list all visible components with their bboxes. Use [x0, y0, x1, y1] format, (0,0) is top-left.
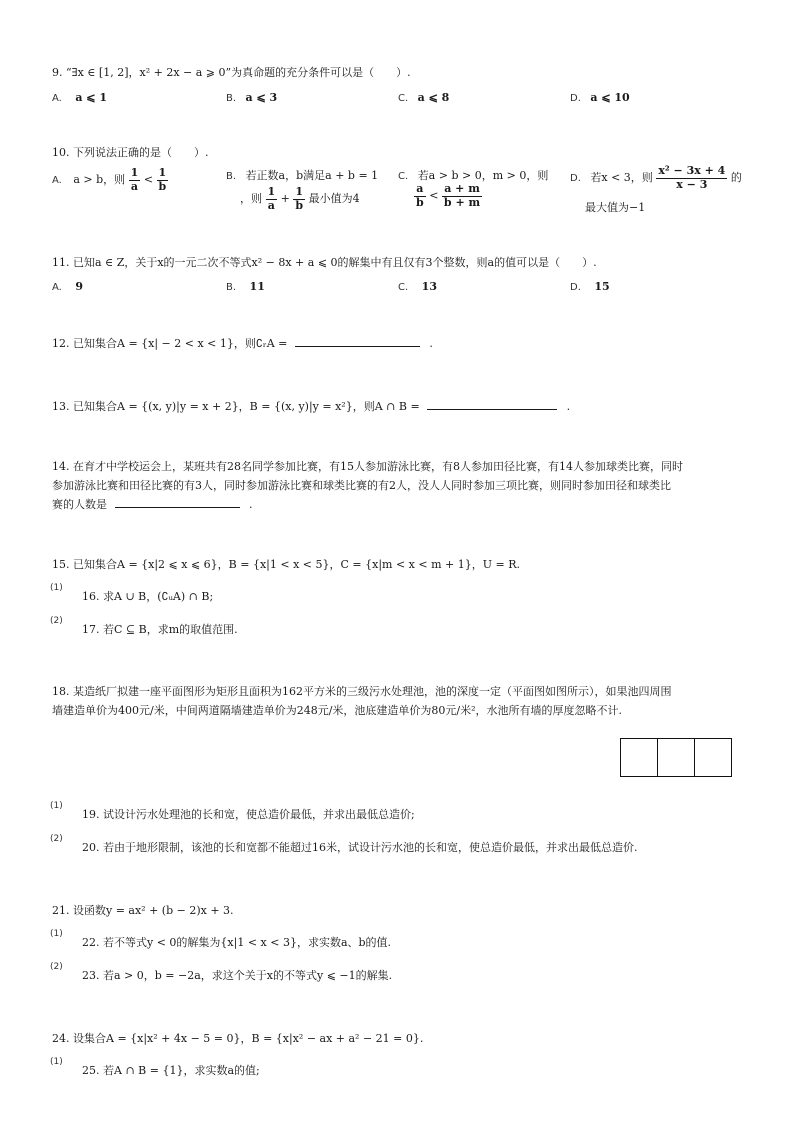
q14-line1 — [52, 458, 683, 474]
option-letter: C. — [398, 282, 409, 293]
q18-line1 — [52, 683, 672, 699]
answer-blank[interactable] — [427, 399, 557, 410]
partition-wall — [694, 739, 695, 776]
option-a-text: a > b，则 — [73, 173, 126, 187]
q18-text-1: 某造纸厂拟建一座平面图形为矩形且面积为162平方米的三级污水处理池，池的深度一定（平面图如图所示），如果池四周围 — [73, 685, 672, 698]
denominator: b — [416, 195, 424, 209]
q10-option-d[interactable] — [570, 165, 742, 191]
q12-end: . — [429, 337, 433, 350]
denominator: a — [130, 179, 139, 193]
q18-line2 — [52, 702, 622, 718]
sub-tag: (1) — [50, 801, 63, 811]
sub-number: 17. — [82, 623, 100, 636]
sub-text: 若A ∩ B = {1}，求实数a的值; — [103, 1064, 260, 1077]
q11-option-c[interactable] — [398, 280, 437, 293]
fraction — [442, 183, 482, 209]
q11-text: 已知a ∈ Z，关于x的一元二次不等式x² − 8x + a ⩽ 0的解集中有且仅有3个整数，则a的值可以是（ ）. — [73, 256, 597, 269]
sub-tag: (2) — [50, 616, 63, 626]
numerator: x² − 3x + 4 — [658, 164, 726, 177]
denominator: a — [267, 198, 275, 212]
sub-tag: (2) — [50, 834, 63, 844]
sub-tag: (1) — [50, 929, 63, 939]
pool-plan-diagram — [620, 738, 732, 777]
q21-stem — [52, 902, 234, 918]
q14-line2 — [52, 477, 671, 493]
denominator: b — [158, 179, 167, 193]
q11-option-b[interactable] — [226, 280, 265, 293]
numerator: a — [414, 183, 426, 197]
option-c-line1: 若a > b > 0，m > 0，则 — [417, 169, 549, 182]
q25 — [82, 1062, 260, 1078]
q10-option-d-line2 — [585, 199, 645, 215]
q12-text: 已知集合A = {x| − 2 < x < 1}，则∁ᵣA = — [73, 337, 288, 350]
q18-number: 18. — [52, 685, 70, 698]
q20 — [82, 839, 638, 855]
option-d-pre: 若x < 3，则 — [590, 171, 653, 185]
q13 — [52, 398, 570, 414]
q22 — [82, 934, 391, 950]
sub-text: 若C ⊆ B，求m的取值范围. — [103, 623, 238, 636]
q21-number: 21. — [52, 904, 70, 917]
fraction — [656, 165, 727, 191]
answer-blank[interactable] — [295, 336, 420, 347]
q10-option-b[interactable] — [226, 167, 378, 183]
sub-number: 25. — [82, 1064, 100, 1077]
q9-option-c[interactable] — [398, 91, 449, 104]
q13-text: 已知集合A = {(x, y)|y = x + 2}，B = {(x, y)|y = x²}，则A ∩ B = — [73, 400, 420, 413]
fraction — [129, 167, 141, 193]
q14-end: . — [249, 498, 253, 511]
option-text: a ⩽ 1 — [75, 91, 108, 104]
option-text: a ⩽ 8 — [417, 91, 450, 104]
option-letter: A. — [52, 282, 62, 293]
q13-number: 13. — [52, 400, 70, 413]
q14-number: 14. — [52, 460, 70, 473]
option-text: 15 — [594, 280, 610, 293]
option-text: 9 — [75, 280, 83, 293]
q15-stem — [52, 556, 520, 572]
option-letter: D. — [570, 173, 581, 185]
option-text: 11 — [249, 280, 265, 293]
option-letter: A. — [52, 93, 62, 104]
q13-end: . — [566, 400, 571, 413]
sub-tag: (1) — [50, 583, 63, 593]
option-b-pre: ，则 — [240, 192, 262, 206]
denominator: b + m — [443, 195, 481, 209]
option-d-post: 的 — [730, 171, 742, 185]
sub-tag: (2) — [50, 962, 63, 972]
option-b-post: 最小值为4 — [308, 192, 360, 206]
option-letter: B. — [226, 93, 237, 104]
fraction — [157, 167, 169, 193]
sub-text: 若a > 0，b = −2a，求这个关于x的不等式y ⩽ −1的解集. — [103, 969, 393, 982]
q10-option-c[interactable] — [398, 167, 548, 183]
sub-text: 若不等式y < 0的解集为{x|1 < x < 3}，求实数a、b的值. — [103, 936, 392, 949]
q10-number: 10. — [52, 146, 70, 159]
q9-text: “∃x ∈ [1, 2]，x² + 2x − a ⩾ 0”为真命题的充分条件可以是（ ）. — [66, 66, 411, 79]
q10-option-b-line2 — [240, 186, 360, 212]
q16 — [82, 588, 213, 604]
q24-text: 设集合A = {x|x² + 4x − 5 = 0}，B = {x|x² − ax + a² − 21 = 0}. — [73, 1032, 424, 1045]
less-than: < — [143, 173, 154, 187]
sub-number: 22. — [82, 936, 100, 949]
fraction — [414, 183, 426, 209]
plus-sign: + — [280, 192, 290, 206]
option-d-line2: 最大值为−1 — [585, 201, 646, 214]
option-letter: B. — [226, 282, 237, 293]
q24-number: 24. — [52, 1032, 70, 1045]
q10-option-a[interactable] — [52, 167, 168, 193]
option-text: 13 — [421, 280, 437, 293]
q9-option-b[interactable] — [226, 91, 277, 104]
option-letter: C. — [398, 93, 409, 104]
numerator: 1 — [293, 186, 305, 200]
option-letter: A. — [52, 175, 62, 187]
sub-tag: (1) — [50, 1057, 63, 1067]
partition-wall — [657, 739, 658, 776]
q9-stem — [52, 64, 411, 80]
q14-text-1: 在育才中学校运会上，某班共有28名同学参加比赛，有15人参加游泳比赛，有8人参加田径比赛，有14人参加球类比赛，同时 — [73, 460, 683, 473]
q12-number: 12. — [52, 337, 70, 350]
numerator: 1 — [267, 185, 276, 198]
option-letter: D. — [570, 93, 581, 104]
fraction — [266, 186, 278, 212]
q19 — [82, 806, 415, 822]
q11-number: 11. — [52, 256, 70, 269]
sub-number: 20. — [82, 841, 100, 854]
option-letter: C. — [398, 171, 409, 182]
sub-text: 求A ∪ B，(∁ᵤA) ∩ B; — [103, 590, 214, 603]
q18-text-2: 墙建造单价为400元/米，中间两道隔墙建造单价为248元/米，池底建造单价为80元/米²，水池所有墙的厚度忽略不计. — [52, 704, 623, 717]
sub-number: 19. — [82, 808, 100, 821]
q11-option-a[interactable] — [52, 280, 83, 293]
fraction — [293, 186, 305, 212]
option-text: a ⩽ 3 — [245, 91, 278, 104]
answer-blank[interactable] — [115, 497, 240, 508]
q15-number: 15. — [52, 558, 70, 571]
denominator: b — [295, 198, 304, 212]
sub-text: 试设计污水处理池的长和宽，使总造价最低，并求出最低总造价; — [103, 808, 415, 821]
q24-stem — [52, 1030, 423, 1046]
q10-option-c-line2 — [414, 183, 482, 209]
q10-stem — [52, 144, 209, 160]
q15-text: 已知集合A = {x|2 ⩽ x ⩽ 6}，B = {x|1 < x < 5}，C = {x|m < x < m + 1}，U = R. — [73, 558, 520, 571]
numerator: a + m — [442, 183, 482, 197]
denominator: x − 3 — [676, 177, 708, 191]
q9-option-d[interactable] — [570, 91, 630, 104]
sub-number: 16. — [82, 590, 100, 603]
numerator: 1 — [157, 167, 169, 181]
sub-text: 若由于地形限制，该池的长和宽都不能超过16米，试设计污水池的长和宽，使总造价最低，并求出最低总造价. — [103, 841, 638, 854]
q23 — [82, 967, 392, 983]
q11-stem — [52, 254, 597, 270]
q11-option-d[interactable] — [570, 280, 610, 293]
less-than: < — [429, 189, 439, 203]
option-text: a ⩽ 10 — [590, 91, 630, 104]
q12 — [52, 335, 433, 351]
sub-number: 23. — [82, 969, 100, 982]
q10-text: 下列说法正确的是（ ）. — [73, 146, 209, 159]
q9-number: 9. — [52, 66, 63, 79]
option-letter: B. — [226, 171, 237, 182]
option-b-line1: 若正数a，b满足a + b = 1 — [245, 169, 379, 182]
q21-text: 设函数y = ax² + (b − 2)x + 3. — [73, 904, 234, 917]
q14-line3 — [52, 496, 253, 512]
numerator: 1 — [130, 166, 139, 179]
q9-option-a[interactable] — [52, 91, 107, 104]
q17 — [82, 621, 238, 637]
q14-text-3: 赛的人数是 — [52, 498, 107, 511]
q14-text-2: 参加游泳比赛和田径比赛的有3人，同时参加游泳比赛和球类比赛的有2人，没人人同时参加三项比赛，则同时参加田径和球类比 — [52, 479, 671, 492]
option-letter: D. — [570, 282, 581, 293]
